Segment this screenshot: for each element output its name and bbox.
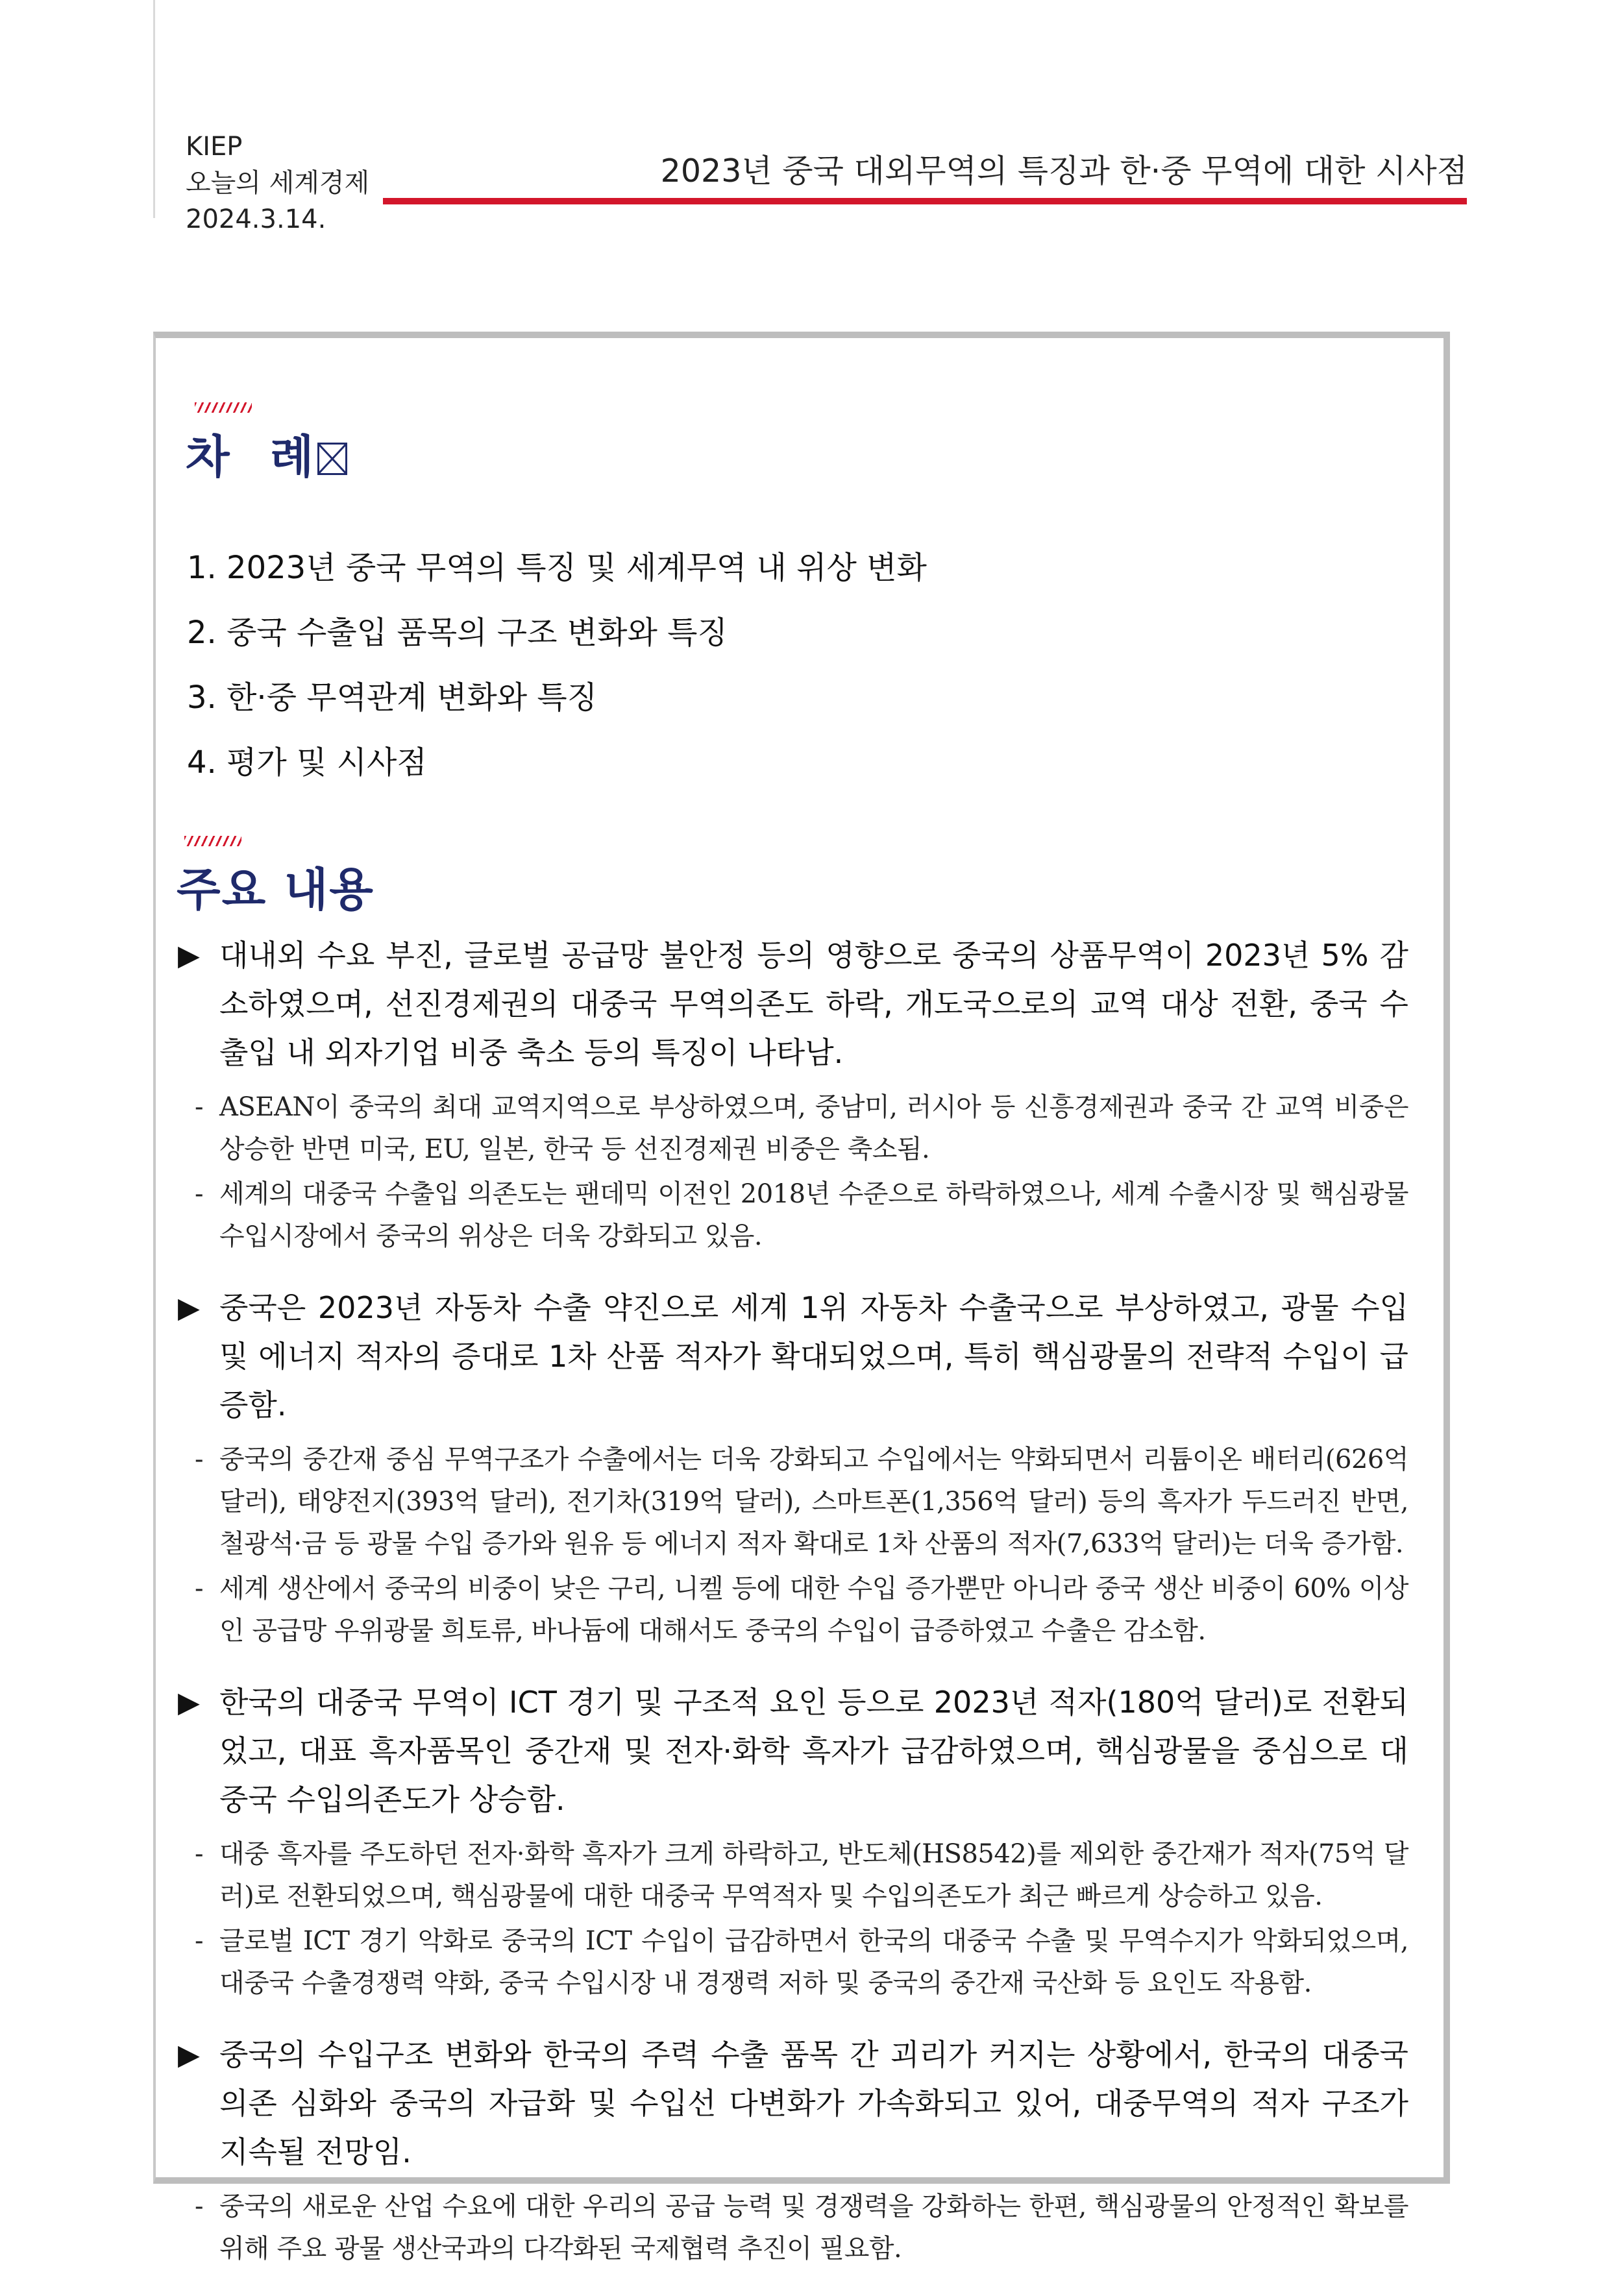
summary-point-text: 중국의 수입구조 변화와 한국의 주력 수출 품목 간 괴리가 커지는 상황에서, 한국의 대중국 의존 심화와 중국의 자급화 및 수입선 다변화가 가속화되고 있어, 대중무역의 적자 구조가 지속될 전망임. <box>219 2037 1408 2169</box>
summary-point-text: 대내외 수요 부진, 글로벌 공급망 불안정 등의 영향으로 중국의 상품무역이 2023년 5% 감소하였으며, 선진경제권의 대중국 무역의존도 하락, 개도국으로의 교역 대상 전환, 중국 수출입 내 외자기업 비중 축소 등의 특징이 나타남. <box>219 938 1408 1070</box>
report-title: 2023년 중국 대외무역의 특징과 한·중 무역에 대한 시사점 <box>660 153 1468 189</box>
summary-point-group <box>175 931 1408 1258</box>
summary-point-group <box>175 1284 1408 1652</box>
summary-point <box>175 931 1408 1077</box>
summary-point <box>175 2031 1408 2177</box>
dash-bullet: - <box>195 1926 204 1956</box>
toc-item[interactable]: 4. 평가 및 시사점 <box>187 744 427 781</box>
summary-body <box>175 931 1408 2296</box>
header-date: 2024.3.14. <box>186 204 326 234</box>
summary-point-group <box>175 1678 1408 2005</box>
summary-sub-item <box>175 1568 1408 1652</box>
summary-title: 주요 내용 <box>177 863 375 916</box>
toc-title <box>186 421 347 486</box>
header-vertical-rule <box>153 0 155 218</box>
header-red-rule <box>383 198 1467 204</box>
summary-point-group <box>175 2031 1408 2270</box>
dash-bullet: - <box>195 1092 204 1122</box>
summary-sub-text: ASEAN이 중국의 최대 교역지역으로 부상하였으며, 중남미, 러시아 등 신흥경제권과 중국 간 교역 비중은 상승한 반면 미국, EU, 일본, 한국 등 선진경제권 비중은 축소됨. <box>219 1092 1408 1164</box>
summary-hatch-decoration <box>184 836 241 846</box>
triangle-bullet-icon: ▶ <box>178 1686 200 1719</box>
summary-sub-text: 글로벌 ICT 경기 악화로 중국의 ICT 수입이 급감하면서 한국의 대중국 수출 및 무역수지가 악화되었으며, 대중국 수출경쟁력 약화, 중국 수입시장 내 경쟁력 저하 및 중국의 중간재 국산화 등 요인도 작용함. <box>219 1926 1408 1998</box>
summary-point-text: 한국의 대중국 무역이 ICT 경기 및 구조적 요인 등으로 2023년 적자(180억 달러)로 전환되었고, 대표 흑자품목인 중간재 및 전자·화학 흑자가 급감하였으며, 핵심광물을 중심으로 대중국 수입의존도가 상승함. <box>219 1685 1408 1817</box>
x-box-icon <box>317 443 347 475</box>
toc-title-b: 례 <box>269 430 315 483</box>
summary-point <box>175 1678 1408 1824</box>
header-org: KIEP <box>186 132 243 162</box>
toc-title-a: 차 <box>186 430 231 483</box>
summary-point <box>175 1284 1408 1430</box>
toc-item[interactable]: 3. 한·중 무역관계 변화와 특징 <box>187 679 598 716</box>
summary-sub-text: 중국의 중간재 중심 무역구조가 수출에서는 더욱 강화되고 수입에서는 약화되면서 리튬이온 배터리(626억 달러), 태양전지(393억 달러), 전기차(319억 달러), 스마트폰(1,356억 달러) 등의 흑자가 두드러진 반면, 철광석·금 등 광물 수입 증가와 원유 등 에너지 적자 확대로 1차 산품의 적자(7,633억 달러)는 더욱 증가함. <box>219 1445 1408 1559</box>
dash-bullet: - <box>195 2192 204 2221</box>
summary-sub-text: 중국의 새로운 산업 수요에 대한 우리의 공급 능력 및 경쟁력을 강화하는 한편, 핵심광물의 안정적인 확보를 위해 주요 광물 생산국과의 다각화된 국제협력 추진이 필요함. <box>219 2192 1408 2264</box>
summary-sub-item <box>175 2186 1408 2270</box>
toc-list <box>187 535 927 795</box>
dash-bullet: - <box>195 1445 204 1474</box>
summary-sub-text: 세계 생산에서 중국의 비중이 낮은 구리, 니켈 등에 대한 수입 증가뿐만 아니라 중국 생산 비중이 60% 이상인 공급망 우위광물 희토류, 바나듐에 대해서도 중국의 수입이 급증하였고 수출은 감소함. <box>219 1574 1408 1646</box>
triangle-bullet-icon: ▶ <box>178 2038 200 2071</box>
summary-sub-item <box>175 1833 1408 1918</box>
summary-sub-text: 세계의 대중국 수출입 의존도는 팬데믹 이전인 2018년 수준으로 하락하였으나, 세계 수출시장 및 핵심광물 수입시장에서 중국의 위상은 더욱 강화되고 있음. <box>219 1179 1408 1251</box>
summary-sub-item <box>175 1439 1408 1565</box>
summary-sub-item <box>175 1086 1408 1171</box>
triangle-bullet-icon: ▶ <box>178 939 200 972</box>
toc-item[interactable]: 2. 중국 수출입 품목의 구조 변화와 특징 <box>187 615 728 651</box>
dash-bullet: - <box>195 1839 204 1869</box>
triangle-bullet-icon: ▶ <box>178 1291 200 1325</box>
summary-point-text: 중국은 2023년 자동차 수출 약진으로 세계 1위 자동차 수출국으로 부상하였고, 광물 수입 및 에너지 적자의 증대로 1차 산품 적자가 확대되었으며, 특히 핵심광물의 전략적 수입이 급증함. <box>219 1290 1408 1423</box>
header-series: 오늘의 세계경제 <box>186 168 370 198</box>
dash-bullet: - <box>195 1574 204 1604</box>
toc-item[interactable]: 1. 2023년 중국 무역의 특징 및 세계무역 내 위상 변화 <box>187 550 927 586</box>
header-meta <box>186 128 369 238</box>
summary-sub-item <box>175 1173 1408 1258</box>
summary-sub-item <box>175 1920 1408 2005</box>
summary-sub-text: 대중 흑자를 주도하던 전자·화학 흑자가 크게 하락하고, 반도체(HS8542)를 제외한 중간재가 적자(75억 달러)로 전환되었으며, 핵심광물에 대한 대중국 무역적자 및 수입의존도가 최근 빠르게 상승하고 있음. <box>219 1839 1408 1911</box>
dash-bullet: - <box>195 1179 204 1209</box>
toc-hatch-decoration <box>195 402 252 413</box>
